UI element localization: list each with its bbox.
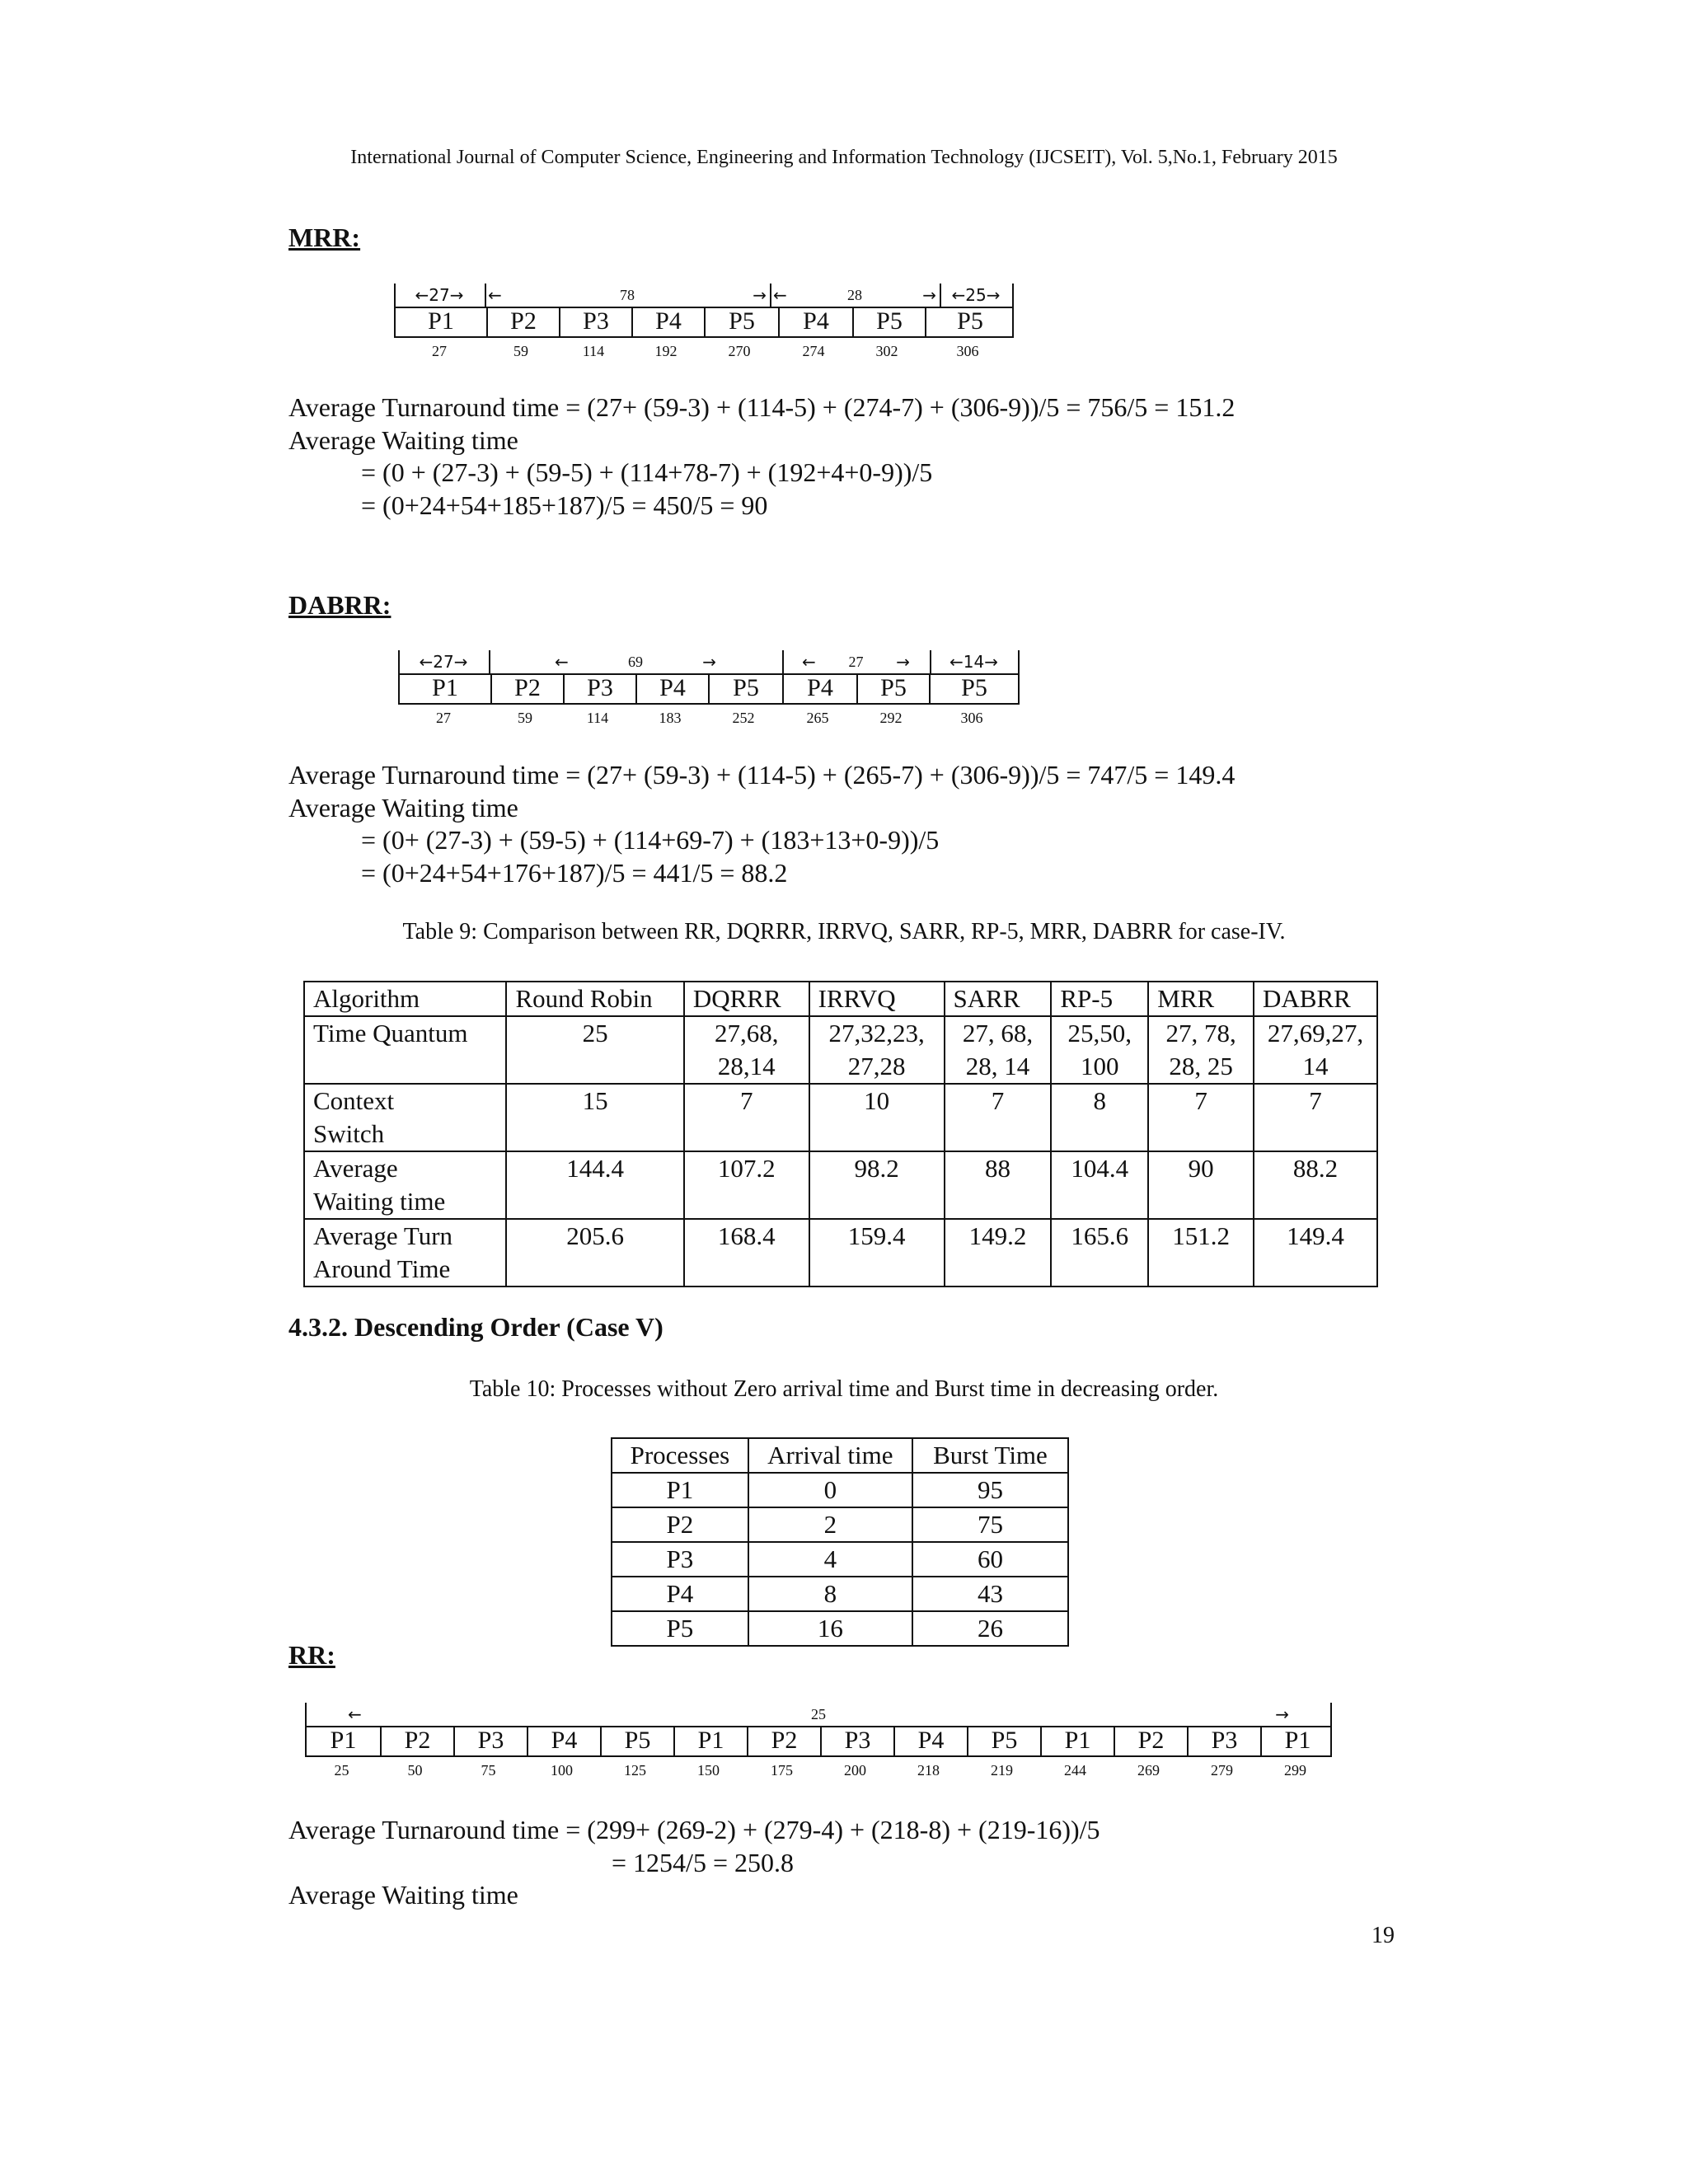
gantt-time-label: 306: [960, 710, 983, 726]
section-heading: 4.3.2. Descending Order (Case V): [288, 1312, 663, 1342]
left-arrow-icon: ←: [348, 1704, 362, 1724]
gantt-process-row: [394, 307, 1014, 338]
gantt-process-row: [305, 1726, 1332, 1757]
table-cell: 205.6: [506, 1219, 683, 1286]
gantt-quantum-row: [394, 284, 1014, 308]
gantt-quantum-row: [305, 1703, 1332, 1727]
gantt-cell-p5: P5: [852, 307, 925, 336]
table-cell: Burst Time: [912, 1438, 1068, 1473]
table-cell: 107.2: [684, 1151, 809, 1219]
gantt-cell-p2: P2: [486, 307, 559, 336]
gantt-time-label: 59: [518, 710, 532, 726]
gantt-cell-p4: P4: [631, 307, 704, 336]
gantt-time-label: 219: [991, 1762, 1013, 1779]
gantt-cell-p5: P5: [925, 307, 1014, 336]
gantt-cell-p1: P1: [1040, 1726, 1114, 1755]
table-cell: 25: [506, 1016, 683, 1084]
gantt-time-label: 114: [586, 710, 609, 726]
table-row: [612, 1507, 1068, 1542]
table-cell: 43: [912, 1577, 1068, 1611]
gantt-time-label: 252: [732, 710, 755, 726]
right-arrow-icon: →: [1275, 1704, 1289, 1724]
gantt-cell-p1: P1: [428, 307, 454, 335]
gantt-cell-p3: P3: [820, 1726, 893, 1755]
table-cell: 7: [684, 1084, 809, 1151]
table-cell: 168.4: [684, 1219, 809, 1286]
journal-header: International Journal of Computer Science, Engineering and Information Technology (IJCSEIT), Vol. 5,No.1, February 2015: [350, 147, 1338, 168]
mrr-turnaround: Average Turnaround time = (27+ (59-3) + (114-5) + (274-7) + (306-9))/5 = 756/5 = 151.2: [288, 392, 1236, 422]
table-cell: 7: [945, 1084, 1052, 1151]
quantum-label: 28: [847, 286, 862, 303]
table-row: [304, 1084, 1377, 1151]
table-row: [304, 1219, 1377, 1286]
gantt-time-label: 27: [436, 710, 451, 726]
table-cell: IRRVQ: [809, 982, 945, 1016]
table-cell: 15: [506, 1084, 683, 1151]
table-cell: 27, 68, 28, 14: [945, 1016, 1052, 1084]
right-arrow-icon: →: [922, 285, 936, 305]
table-cell: P4: [612, 1577, 748, 1611]
quantum-label: ←27→: [419, 652, 468, 672]
table-cell: 4: [748, 1542, 912, 1577]
table-cell: Arrival time: [748, 1438, 912, 1473]
gantt-cell-p5: P5: [967, 1726, 1040, 1755]
table-cell: Average Waiting time: [304, 1151, 506, 1219]
gantt-cell-p5: P5: [856, 673, 929, 703]
table10-caption: Table 10: Processes without Zero arrival time and Burst time in decreasing order.: [469, 1376, 1219, 1402]
table-cell: 8: [1051, 1084, 1148, 1151]
quantum-label: 27: [848, 653, 864, 670]
table-cell: DQRRR: [684, 982, 809, 1016]
gantt-cell-p4: P4: [782, 673, 856, 703]
table-cell: Average Turn Around Time: [304, 1219, 506, 1286]
left-arrow-icon: ←: [802, 652, 816, 672]
gantt-time-label: 269: [1137, 1762, 1160, 1779]
gantt-process-row: [398, 673, 1020, 705]
gantt-time-label: 299: [1284, 1762, 1306, 1779]
table-header-row: [304, 982, 1377, 1016]
table-cell: MRR: [1148, 982, 1254, 1016]
table-cell: 0: [748, 1473, 912, 1507]
table-cell: 8: [748, 1577, 912, 1611]
table-header-row: [612, 1438, 1068, 1473]
rr-heading: RR:: [288, 1640, 335, 1670]
table-row: [304, 1016, 1377, 1084]
gantt-time-label: 270: [728, 343, 751, 359]
quantum-label: 78: [620, 286, 635, 303]
table-cell: 2: [748, 1507, 912, 1542]
table-cell: 75: [912, 1507, 1068, 1542]
gantt-time-label: 50: [407, 1762, 423, 1779]
table-cell: 60: [912, 1542, 1068, 1577]
gantt-quantum-row: [398, 650, 1020, 675]
table-cell: 16: [748, 1611, 912, 1646]
gantt-time-label: 114: [582, 343, 605, 359]
gantt-time-label: 75: [481, 1762, 496, 1779]
table-cell: Context Switch: [304, 1084, 506, 1151]
gantt-time-label: 218: [917, 1762, 940, 1779]
gantt-cell-p4: P4: [893, 1726, 967, 1755]
quantum-label: ←25→: [951, 285, 1001, 305]
rr-gantt-chart: [305, 1703, 1332, 1785]
gantt-cell-p2: P2: [490, 673, 563, 703]
page-number: 19: [1372, 1923, 1395, 1948]
table-row: [612, 1542, 1068, 1577]
quantum-label: ←14→: [950, 652, 998, 672]
gantt-time-label: 100: [551, 1762, 573, 1779]
table-cell: 26: [912, 1611, 1068, 1646]
gantt-time-label: 175: [771, 1762, 793, 1779]
table-cell: 27, 78, 28, 25: [1148, 1016, 1254, 1084]
gantt-cell-p3: P3: [559, 307, 631, 336]
rr-waiting-label: Average Waiting time: [288, 1880, 518, 1910]
right-arrow-icon: →: [896, 652, 910, 672]
gantt-time-row: [394, 343, 1014, 363]
gantt-cell-p5: P5: [704, 307, 778, 336]
gantt-time-label: 302: [875, 343, 898, 359]
dabrr-gantt-chart: [398, 650, 1020, 733]
table-cell: 104.4: [1051, 1151, 1148, 1219]
gantt-cell-p4: P4: [635, 673, 708, 703]
gantt-time-label: 192: [654, 343, 678, 359]
table-cell: DABRR: [1254, 982, 1377, 1016]
gantt-cell-p4: P4: [778, 307, 852, 336]
dabrr-waiting-result: = (0+24+54+176+187)/5 = 441/5 = 88.2: [361, 858, 788, 888]
gantt-time-label: 274: [802, 343, 825, 359]
gantt-time-label: 200: [844, 1762, 866, 1779]
processes-table: [611, 1437, 1069, 1647]
gantt-time-label: 279: [1211, 1762, 1233, 1779]
mrr-waiting-label: Average Waiting time: [288, 425, 518, 455]
table-row: [612, 1611, 1068, 1646]
table-cell: Time Quantum: [304, 1016, 506, 1084]
table-cell: 159.4: [809, 1219, 945, 1286]
table-cell: 98.2: [809, 1151, 945, 1219]
table-cell: 149.4: [1254, 1219, 1377, 1286]
left-arrow-icon: ←: [773, 285, 787, 305]
gantt-time-label: 306: [956, 343, 979, 359]
table-cell: 149.2: [945, 1219, 1052, 1286]
gantt-cell-p3: P3: [1187, 1726, 1260, 1755]
table-cell: 165.6: [1051, 1219, 1148, 1286]
rr-turnaround-result: = 1254/5 = 250.8: [612, 1848, 794, 1877]
gantt-cell-p4: P4: [527, 1726, 600, 1755]
table-cell: 151.2: [1148, 1219, 1254, 1286]
table-cell: 7: [1148, 1084, 1254, 1151]
table-cell: 88: [945, 1151, 1052, 1219]
table-cell: P3: [612, 1542, 748, 1577]
table-cell: SARR: [945, 982, 1052, 1016]
right-arrow-icon: →: [702, 652, 716, 672]
table-cell: 144.4: [506, 1151, 683, 1219]
table-cell: Processes: [612, 1438, 748, 1473]
gantt-time-row: [305, 1762, 1332, 1782]
table-cell: 25,50, 100: [1051, 1016, 1148, 1084]
table-cell: P2: [612, 1507, 748, 1542]
mrr-waiting-formula: = (0 + (27-3) + (59-5) + (114+78-7) + (192+4+0-9))/5: [361, 457, 933, 487]
quantum-label: ←27→: [415, 285, 464, 305]
table-cell: Algorithm: [304, 982, 506, 1016]
table-cell: 90: [1148, 1151, 1254, 1219]
gantt-cell-p1: P1: [432, 674, 458, 701]
gantt-cell-p1: P1: [1260, 1726, 1334, 1755]
dabrr-waiting-formula: = (0+ (27-3) + (59-5) + (114+69-7) + (183+13+0-9))/5: [361, 825, 940, 855]
dabrr-heading: DABRR:: [288, 590, 392, 620]
table-cell: P5: [612, 1611, 748, 1646]
gantt-time-label: 183: [659, 710, 682, 726]
mrr-heading: MRR:: [288, 223, 361, 252]
dabrr-waiting-label: Average Waiting time: [288, 793, 518, 823]
table-row: [304, 1151, 1377, 1219]
gantt-time-label: 292: [879, 710, 903, 726]
gantt-time-label: 27: [432, 343, 447, 359]
mrr-gantt-chart: [394, 284, 1014, 366]
table9-caption: Table 9: Comparison between RR, DQRRR, IRRVQ, SARR, RP-5, MRR, DABRR for case-IV.: [402, 919, 1286, 944]
left-arrow-icon: ←: [555, 652, 569, 672]
comparison-table: [303, 981, 1378, 1287]
table-cell: 7: [1254, 1084, 1377, 1151]
gantt-cell-p5: P5: [708, 673, 782, 703]
table-cell: 95: [912, 1473, 1068, 1507]
dabrr-turnaround: Average Turnaround time = (27+ (59-3) + (114-5) + (265-7) + (306-9))/5 = 747/5 = 149.4: [288, 760, 1236, 790]
quantum-label: 25: [811, 1705, 826, 1722]
table-row: [612, 1473, 1068, 1507]
table-cell: 27,69,27, 14: [1254, 1016, 1377, 1084]
gantt-cell-p1: P1: [330, 1727, 357, 1754]
gantt-time-label: 125: [624, 1762, 646, 1779]
quantum-label: 69: [628, 653, 643, 670]
gantt-time-row: [398, 710, 1020, 729]
table-cell: 27,32,23, 27,28: [809, 1016, 945, 1084]
gantt-cell-p2: P2: [380, 1726, 453, 1755]
left-arrow-icon: ←: [488, 285, 502, 305]
table-cell: 10: [809, 1084, 945, 1151]
gantt-time-label: 25: [334, 1762, 349, 1779]
table-cell: P1: [612, 1473, 748, 1507]
right-arrow-icon: →: [753, 285, 767, 305]
gantt-cell-p3: P3: [453, 1726, 527, 1755]
table-row: [612, 1577, 1068, 1611]
rr-turnaround: Average Turnaround time = (299+ (269-2) + (279-4) + (218-8) + (219-16))/5: [288, 1815, 1100, 1844]
table-cell: 27,68, 28,14: [684, 1016, 809, 1084]
table-cell: RP-5: [1051, 982, 1148, 1016]
gantt-time-label: 265: [806, 710, 829, 726]
gantt-cell-p1: P1: [673, 1726, 747, 1755]
gantt-time-label: 150: [697, 1762, 720, 1779]
gantt-time-label: 244: [1064, 1762, 1086, 1779]
gantt-cell-p2: P2: [1114, 1726, 1187, 1755]
gantt-cell-p3: P3: [563, 673, 635, 703]
mrr-waiting-result: = (0+24+54+185+187)/5 = 450/5 = 90: [361, 490, 768, 520]
gantt-cell-p5: P5: [929, 673, 1018, 703]
table-cell: 88.2: [1254, 1151, 1377, 1219]
gantt-time-label: 59: [513, 343, 528, 359]
gantt-cell-p2: P2: [747, 1726, 820, 1755]
table-cell: Round Robin: [506, 982, 683, 1016]
gantt-cell-p5: P5: [600, 1726, 673, 1755]
